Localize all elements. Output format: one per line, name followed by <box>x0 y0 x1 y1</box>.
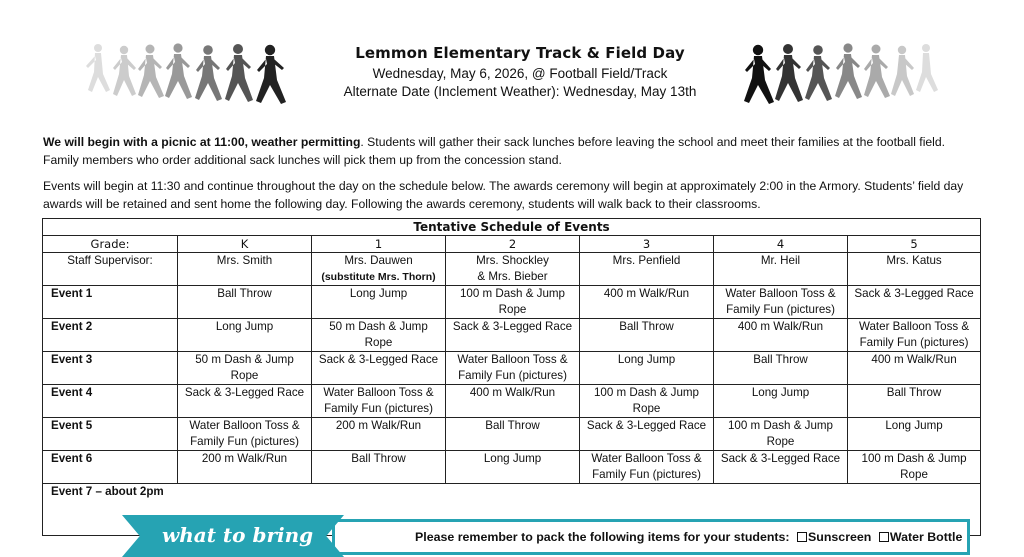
event-cell: Long Jump <box>446 451 580 484</box>
event-cell: 400 m Walk/Run <box>848 352 981 385</box>
event-cell: Long Jump <box>178 319 312 352</box>
event-cell: Sack & 3-Legged Race <box>714 451 848 484</box>
alternate-date: Alternate Date (Inclement Weather): Wednesday, May 13th <box>343 84 697 99</box>
supervisor-cell <box>714 253 848 286</box>
supervisor-cell <box>446 253 580 286</box>
event-cell: Ball Throw <box>446 418 580 451</box>
supervisor-name: Mr. Heil <box>760 254 801 267</box>
event-cell: 100 m Dash & Jump Rope <box>580 385 714 418</box>
event-cell: Ball Throw <box>178 286 312 319</box>
event-cell: Water Balloon Toss & Family Fun (pictures) <box>580 451 714 484</box>
event-cell: Long Jump <box>848 418 981 451</box>
event-cell: 200 m Walk/Run <box>312 418 446 451</box>
event-cell: 100 m Dash & Jump Rope <box>446 286 580 319</box>
event-label: Event 3 <box>43 352 178 385</box>
supervisor-note: & Mrs. Bieber <box>477 270 548 283</box>
grade-header: 3 <box>580 236 714 253</box>
events-paragraph: Events will begin at 11:30 and continue throughout the day on the schedule below. The awards ceremony will begin at approximately 2:00 in the Armory. Students’ field day awards will be retained and sent home the following day. Following the awards ceremony, students will walk back to their classrooms. <box>43 179 964 211</box>
event-cell: 100 m Dash & Jump Rope <box>714 418 848 451</box>
header-text-block <box>300 44 740 101</box>
event-cell: 400 m Walk/Run <box>446 385 580 418</box>
event-row <box>43 385 981 418</box>
event-cell: Sack & 3-Legged Race <box>312 352 446 385</box>
event-cell: Ball Throw <box>312 451 446 484</box>
grade-label: Grade: <box>43 236 178 253</box>
event-cell: Sack & 3-Legged Race <box>446 319 580 352</box>
grade-header: 5 <box>848 236 981 253</box>
event-row <box>43 352 981 385</box>
event-cell: 400 m Walk/Run <box>714 319 848 352</box>
event-7-label: Event 7 – about 2pm <box>43 484 981 518</box>
supervisor-name: Mrs. Shockley <box>476 254 549 267</box>
supervisor-cell <box>580 253 714 286</box>
page-title: Lemmon Elementary Track & Field Day <box>355 44 685 62</box>
event-cell: 200 m Walk/Run <box>178 451 312 484</box>
event-label: Event 4 <box>43 385 178 418</box>
picnic-bold-text: We will begin with a picnic at 11:00, weather permitting <box>43 135 361 149</box>
event-cell: Long Jump <box>714 385 848 418</box>
runners-silhouette-right-icon <box>742 40 942 110</box>
supervisor-name: Mrs. Katus <box>886 254 942 267</box>
item-sunscreen: Sunscreen <box>808 530 872 544</box>
event-row <box>43 418 981 451</box>
document-header <box>0 40 1024 115</box>
schedule-table <box>42 218 981 536</box>
grade-header: K <box>178 236 312 253</box>
event-cell: Sack & 3-Legged Race <box>178 385 312 418</box>
event-label: Event 1 <box>43 286 178 319</box>
reminder-box <box>332 519 970 555</box>
checkbox-icon <box>797 532 807 542</box>
supervisor-name: Mrs. Dauwen <box>344 254 413 267</box>
event-cell: Water Balloon Toss & Family Fun (pictures) <box>714 286 848 319</box>
event-cell: Water Balloon Toss & Family Fun (pictures) <box>446 352 580 385</box>
event-cell: Ball Throw <box>580 319 714 352</box>
event-cell: Ball Throw <box>848 385 981 418</box>
checkbox-icon <box>879 532 889 542</box>
event-cell: Sack & 3-Legged Race <box>580 418 714 451</box>
what-to-bring-label: what to bring <box>162 523 314 547</box>
event-date: Wednesday, May 6, 2026, @ Football Field/Track <box>372 66 668 81</box>
supervisor-cell <box>178 253 312 286</box>
event-cell: 50 m Dash & Jump Rope <box>312 319 446 352</box>
event-cell: Sack & 3-Legged Race <box>848 286 981 319</box>
supervisor-name: Mrs. Penfield <box>612 254 681 267</box>
supervisor-cell <box>312 253 446 286</box>
item-water-bottle: Water Bottle <box>889 530 963 544</box>
event-row <box>43 451 981 484</box>
event-cell: 100 m Dash & Jump Rope <box>848 451 981 484</box>
event-cell: Long Jump <box>580 352 714 385</box>
what-to-bring-section <box>122 515 970 557</box>
event-row <box>43 286 981 319</box>
event-cell: 400 m Walk/Run <box>580 286 714 319</box>
event-row <box>43 319 981 352</box>
grade-header: 4 <box>714 236 848 253</box>
event-cell: Water Balloon Toss & Family Fun (pictures) <box>312 385 446 418</box>
schedule-caption: Tentative Schedule of Events <box>43 219 981 236</box>
supervisor-cell <box>848 253 981 286</box>
event-label: Event 6 <box>43 451 178 484</box>
event-label: Event 2 <box>43 319 178 352</box>
grade-header: 1 <box>312 236 446 253</box>
event-cell: Ball Throw <box>714 352 848 385</box>
picnic-paragraph <box>43 133 983 169</box>
event-cell: Water Balloon Toss & Family Fun (pictures) <box>848 319 981 352</box>
event-cell: 50 m Dash & Jump Rope <box>178 352 312 385</box>
reminder-message: Please remember to pack the following items for your students: <box>415 530 790 544</box>
supervisor-name: Mrs. Smith <box>216 254 273 267</box>
supervisor-note: (substitute Mrs. Thorn) <box>321 271 436 283</box>
event-label: Event 5 <box>43 418 178 451</box>
event-cell: Water Balloon Toss & Family Fun (pictures) <box>178 418 312 451</box>
staff-supervisor-label: Staff Supervisor: <box>43 253 178 286</box>
picnic-rest-text: . Students will gather their sack lunches before leaving the school and meet their families at the football field. Family members who order additional sack lunches will pick them up from the concession stand. <box>43 135 946 167</box>
event-rows <box>43 286 981 484</box>
runners-silhouette-left-icon <box>86 40 296 110</box>
grade-header: 2 <box>446 236 580 253</box>
event-cell: Long Jump <box>312 286 446 319</box>
reminder-text <box>415 530 962 544</box>
